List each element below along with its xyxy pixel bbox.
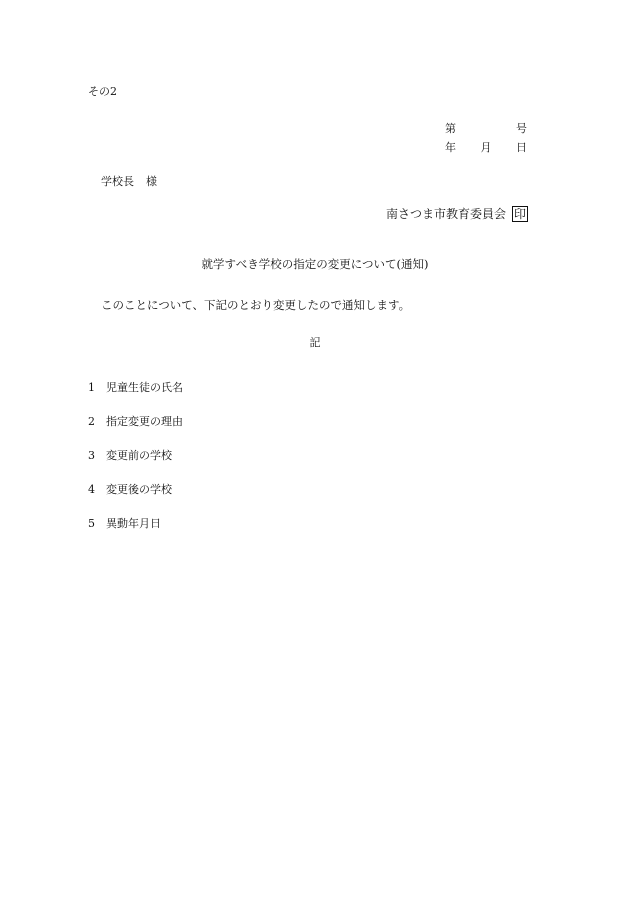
- ki-heading: 記: [309, 336, 321, 349]
- list-item: [88, 517, 161, 531]
- date-year: 年: [445, 141, 456, 154]
- item-label: 変更前の学校: [106, 449, 172, 462]
- addressee-name: 学校長: [101, 175, 134, 188]
- date-month: 月: [480, 141, 492, 154]
- doc-number-suffix: 号: [516, 122, 527, 135]
- item-number: 4: [88, 483, 95, 496]
- addressee-honorific: 様: [146, 175, 157, 188]
- document-date: [445, 141, 527, 155]
- item-number: 3: [88, 449, 95, 462]
- addressee: [101, 175, 157, 189]
- list-item: [88, 449, 172, 463]
- item-label: 異動年月日: [106, 517, 161, 530]
- form-number: その2: [88, 85, 117, 98]
- issuer-name: 南さつま市教育委員会: [385, 207, 506, 221]
- item-number: 5: [88, 517, 95, 530]
- body-text: このことについて、下記のとおり変更したので通知します。: [101, 298, 411, 312]
- date-day: 日: [516, 141, 527, 154]
- document-title: 就学すべき学校の指定の変更について(通知): [201, 257, 429, 271]
- seal-mark: 印: [513, 207, 526, 221]
- issuer: [386, 206, 528, 222]
- item-label: 変更後の学校: [106, 483, 172, 496]
- document-number: [445, 122, 527, 136]
- list-item: [88, 415, 183, 429]
- item-label: 指定変更の理由: [106, 415, 183, 428]
- list-item: [88, 483, 172, 497]
- item-label: 児童生徒の氏名: [106, 381, 183, 394]
- item-number: 1: [88, 381, 95, 394]
- doc-number-prefix: 第: [445, 122, 456, 135]
- item-number: 2: [88, 415, 95, 428]
- list-item: [88, 381, 183, 395]
